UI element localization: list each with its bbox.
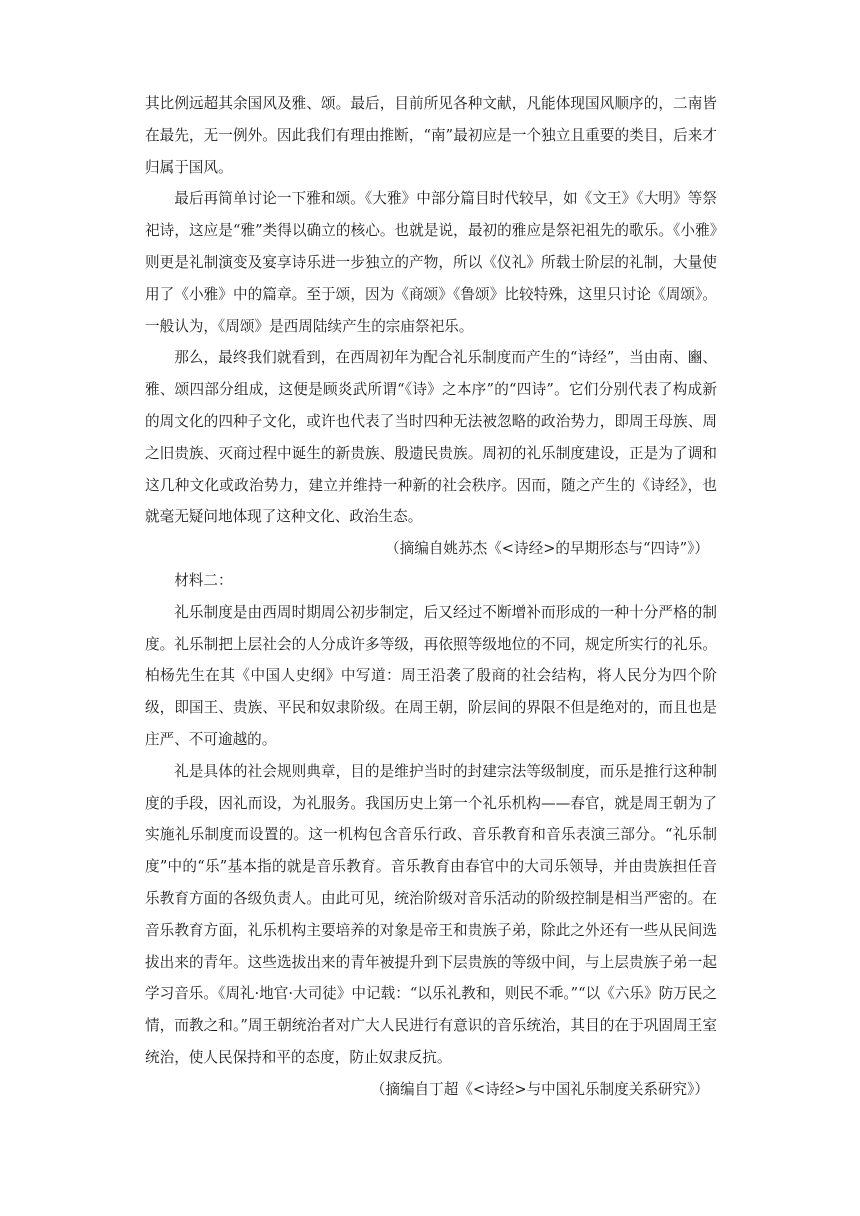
source-citation-2: （摘编自丁超《<诗经>与中国礼乐制度关系研究》） [370, 1080, 709, 1098]
paragraph-nan-conclusion: 其比例远超其余国风及雅、颂。最后，目前所见各种文献，凡能体现国风顺序的，二南皆在最先，无一例外。因此我们有理由推断，“南”最初应是一个独立且重要的类目，后来才归属于国风。 [145, 95, 717, 176]
paragraph-liyue-detail: 礼是具体的社会规则典章，目的是维护当时的封建宗法等级制度，而乐是推行这种制度的手段，因礼而设，为礼服务。我国历史上第一个礼乐机构——春官，就是周王朝为了实施礼乐制度而设置的。这一机构包含音乐行政、音乐教育和音乐表演三部分。“礼乐制度”中的“乐”基本指的就是音乐教育。音乐教育由春官中的大司乐领导，并由贵族担任音乐教育方面的各级负责人。由此可见，统治阶级对音乐活动的阶级控制是相当严密的。在音乐教育方面，礼乐机构主要培养的对象是帝王和贵族子弟，除此之外还有一些从民间选拔出来的青年。这些选拔出来的青年被提升到下层贵族的等级中间，与上层贵族子弟一起学习音乐。《周礼·地官·大司徒》中记载：“以乐礼教和，则民不乖。”“以《六乐》防万民之情，而教之和。”周王朝统治者对广大人民进行有意识的音乐统治，其目的在于巩固周王室统治，使人民保持和平的态度，防止奴隶反抗。 [145, 762, 717, 1066]
document-page [145, 88, 717, 1106]
source-citation-1: （摘编自姚苏杰《<诗经>的早期形态与“四诗”》） [385, 540, 709, 558]
paragraph-ya-song: 最后再简单讨论一下雅和颂。《大雅》中部分篇目时代较早，如《文王》《大明》等祭祀诗，这应是“雅”类得以确立的核心。也就是说，最初的雅应是祭祀祖先的歌乐。《小雅》则更是礼制演变及宴享诗乐进一步独立的产物，所以《仪礼》所载士阶层的礼制，大量使用了《小雅》中的篇章。至于颂，因为《商颂》《鲁颂》比较特殊，这里只讨论《周颂》。一般认为，《周颂》是西周陆续产生的宗庙祭祀乐。 [145, 190, 717, 335]
material-two-heading: 材料二： [174, 571, 233, 589]
paragraph-liyue-intro: 礼乐制度是由西周时期周公初步制定，后又经过不断增补而形成的一种十分严格的制度。礼乐制把上层社会的人分成许多等级，再依照等级地位的不同，规定所实行的礼乐。柏杨先生在其《中国人史纲》中写道：周王沿袭了殷商的社会结构，将人民分为四个阶级，即国王、贵族、平民和奴隶阶级。在周王朝，阶层间的界限不但是绝对的，而且也是庄严、不可逾越的。 [145, 603, 717, 748]
paragraph-four-poems: 那么，最终我们就看到，在西周初年为配合礼乐制度而产生的“诗经”，当由南、豳、雅、颂四部分组成，这便是顾炎武所谓“《诗》之本序”的“四诗”。它们分别代表了构成新的周文化的四种子文化，或许也代表了当时四种无法被忽略的政治势力，即周王母族、周之旧贵族、灭商过程中诞生的新贵族、殷遗民贵族。周初的礼乐制度建设，正是为了调和这几种文化或政治势力，建立并维持一种新的社会秩序。因而，随之产生的《诗经》，也就毫无疑问地体现了这种文化、政治生态。 [145, 349, 717, 526]
